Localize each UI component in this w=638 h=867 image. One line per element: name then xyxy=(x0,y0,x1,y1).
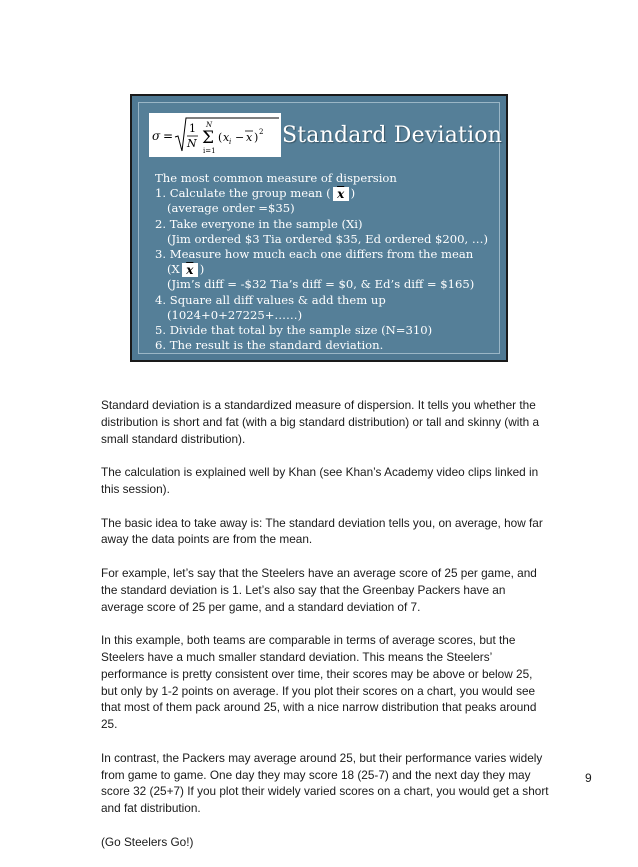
page-number: 9 xyxy=(585,771,592,785)
slide-line: 6. The result is the standard deviation. xyxy=(155,338,384,353)
slide-line-text: (X xyxy=(167,262,180,277)
slide-line: 2. Take everyone in the sample (Xi) xyxy=(155,216,363,231)
slide-line: 5. Divide that total by the sample size (N=310) xyxy=(155,323,433,338)
svg-text:2: 2 xyxy=(259,128,264,136)
slide-line: (1024+0+27225+……) xyxy=(167,307,303,322)
slide-line xyxy=(155,186,491,201)
notes-paragraph: Standard deviation is a standardized measure of dispersion. It tells you whether the distribution is short and fat (with a big standard distribution) or tall and skinny (with a small standard distribution). xyxy=(101,398,540,446)
notes-paragraph: (Go Steelers Go!) xyxy=(101,834,194,849)
notes-paragraph: In contrast, the Packers may average around 25, but their performance varies widely from game to game. One day they may score 18 (25-7) and the next day they may score 32 (25+7) If you plot their widely varied scores on a chart, you would get a short and fat distribution. xyxy=(101,750,549,816)
notes-paragraph: For example, let’s say that the Steelers have an average score of 25 per game, and the standard deviation is 1. Let’s also say that the Greenbay Packers have an average score of 25 per game, and a standard deviation of 7. xyxy=(101,565,537,614)
slide-frame xyxy=(138,102,503,354)
slide-line xyxy=(155,262,491,277)
slide-line: (Jim’s diff = -$32 Tia’s diff = $0, & Ed’s diff = $165) xyxy=(167,277,475,292)
svg-text:i: i xyxy=(229,138,232,146)
slide-line: 3. Measure how much each one differs from the mean xyxy=(155,247,474,262)
svg-text:=: = xyxy=(163,129,174,143)
slide-title: Standard Deviation xyxy=(282,123,503,148)
notes-paragraph: The basic idea to take away is: The standard deviation tells you, on average, how far away the data points are from the mean. xyxy=(101,515,543,547)
slide-line: The most common measure of dispersion xyxy=(155,171,397,185)
std-dev-formula xyxy=(149,113,281,157)
formula-graphic xyxy=(149,113,281,157)
svg-text:N: N xyxy=(206,121,213,129)
svg-text:N: N xyxy=(187,137,197,150)
svg-text:x: x xyxy=(223,131,230,144)
svg-text:x: x xyxy=(246,131,253,144)
slide-line-text: ) xyxy=(199,262,205,277)
slide-line: 4. Square all diff values & add them up xyxy=(155,292,386,307)
slide-line: (Jim ordered $3 Tia ordered $35, Ed ordered $200, …) xyxy=(167,231,489,246)
svg-text:σ: σ xyxy=(152,129,161,143)
svg-text:i=1: i=1 xyxy=(203,147,216,155)
slide-line-text: ) xyxy=(350,186,356,201)
svg-text:1: 1 xyxy=(189,122,196,135)
svg-text:−: − xyxy=(235,131,245,144)
slide-line-text: 1. Calculate the group mean ( xyxy=(155,186,331,201)
svg-text:Σ: Σ xyxy=(202,128,215,148)
notes-paragraph: In this example, both teams are comparable in terms of average scores, but the Steelers have a much smaller standard deviation. This means the Steelers’ performance is pretty consistent over time, their scores may be above or below 25, but only by 1-2 points on average. If you plot their scores on a chart, you would see that most of them pack around 25, with a nice narrow distribution that peaks around 25. xyxy=(101,633,537,732)
notes-paragraph: The calculation is explained well by Khan (see Khan’s Academy video clips linked in this session). xyxy=(101,465,539,496)
svg-text:(: ( xyxy=(218,131,223,144)
slide-line: (average order =$35) xyxy=(167,201,295,216)
svg-text:): ) xyxy=(254,131,259,144)
slide-background xyxy=(132,96,506,360)
slide-body xyxy=(155,171,491,353)
mean-symbol: $\overline{x}$ xyxy=(333,187,349,201)
speaker-notes xyxy=(101,397,551,867)
mean-symbol: $\overline{x}$ xyxy=(182,263,198,277)
slide-image xyxy=(130,94,508,362)
